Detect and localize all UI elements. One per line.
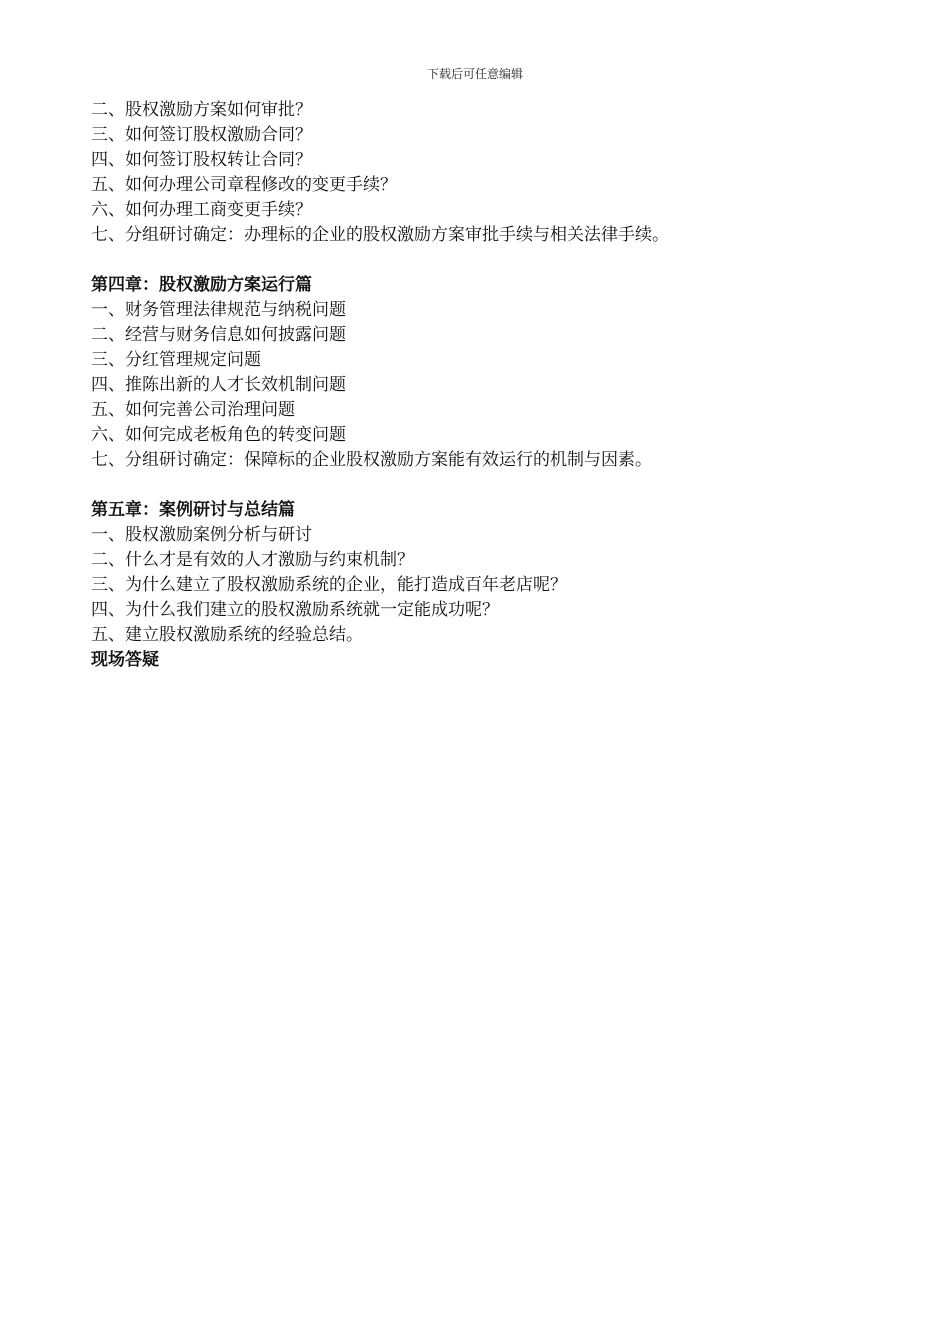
list-item: 三、为什么建立了股权激励系统的企业，能打造成百年老店呢？: [91, 575, 567, 595]
list-item: 二、股权激励方案如何审批？: [91, 100, 312, 120]
list-item: 三、如何签订股权激励合同？: [91, 125, 312, 145]
list-item: 五、如何完善公司治理问题: [91, 400, 295, 420]
section-top-list: [91, 98, 891, 248]
list-item: 三、分红管理规定问题: [91, 350, 261, 370]
closing-heading: 现场答疑: [91, 650, 159, 670]
list-item: 二、经营与财务信息如何披露问题: [91, 325, 346, 345]
list-item: 四、如何签订股权转让合同？: [91, 150, 312, 170]
list-item: 六、如何办理工商变更手续？: [91, 200, 312, 220]
list-item: 五、如何办理公司章程修改的变更手续？: [91, 175, 397, 195]
list-item: 四、推陈出新的人才长效机制问题: [91, 375, 346, 395]
list-item: 七、分组研讨确定：保障标的企业股权激励方案能有效运行的机制与因素。: [91, 450, 652, 470]
chapter5-section: [91, 498, 891, 648]
chapter5-title: 第五章：案例研讨与总结篇: [91, 500, 295, 520]
spacer: [91, 248, 891, 273]
list-item: 二、什么才是有效的人才激励与约束机制？: [91, 550, 414, 570]
list-item: 七、分组研讨确定：办理标的企业的股权激励方案审批手续与相关法律手续。: [91, 225, 669, 245]
spacer: [91, 473, 891, 498]
list-item: 一、财务管理法律规范与纳税问题: [91, 300, 346, 320]
document-body: [91, 98, 891, 673]
list-item: 五、建立股权激励系统的经验总结。: [91, 625, 363, 645]
chapter4-section: [91, 273, 891, 473]
list-item: 四、为什么我们建立的股权激励系统就一定能成功呢？: [91, 600, 499, 620]
chapter4-title: 第四章：股权激励方案运行篇: [91, 275, 312, 295]
list-item: 六、如何完成老板角色的转变问题: [91, 425, 346, 445]
list-item: 一、股权激励案例分析与研讨: [91, 525, 312, 545]
page-header-note: 下载后可任意编辑: [426, 67, 523, 81]
